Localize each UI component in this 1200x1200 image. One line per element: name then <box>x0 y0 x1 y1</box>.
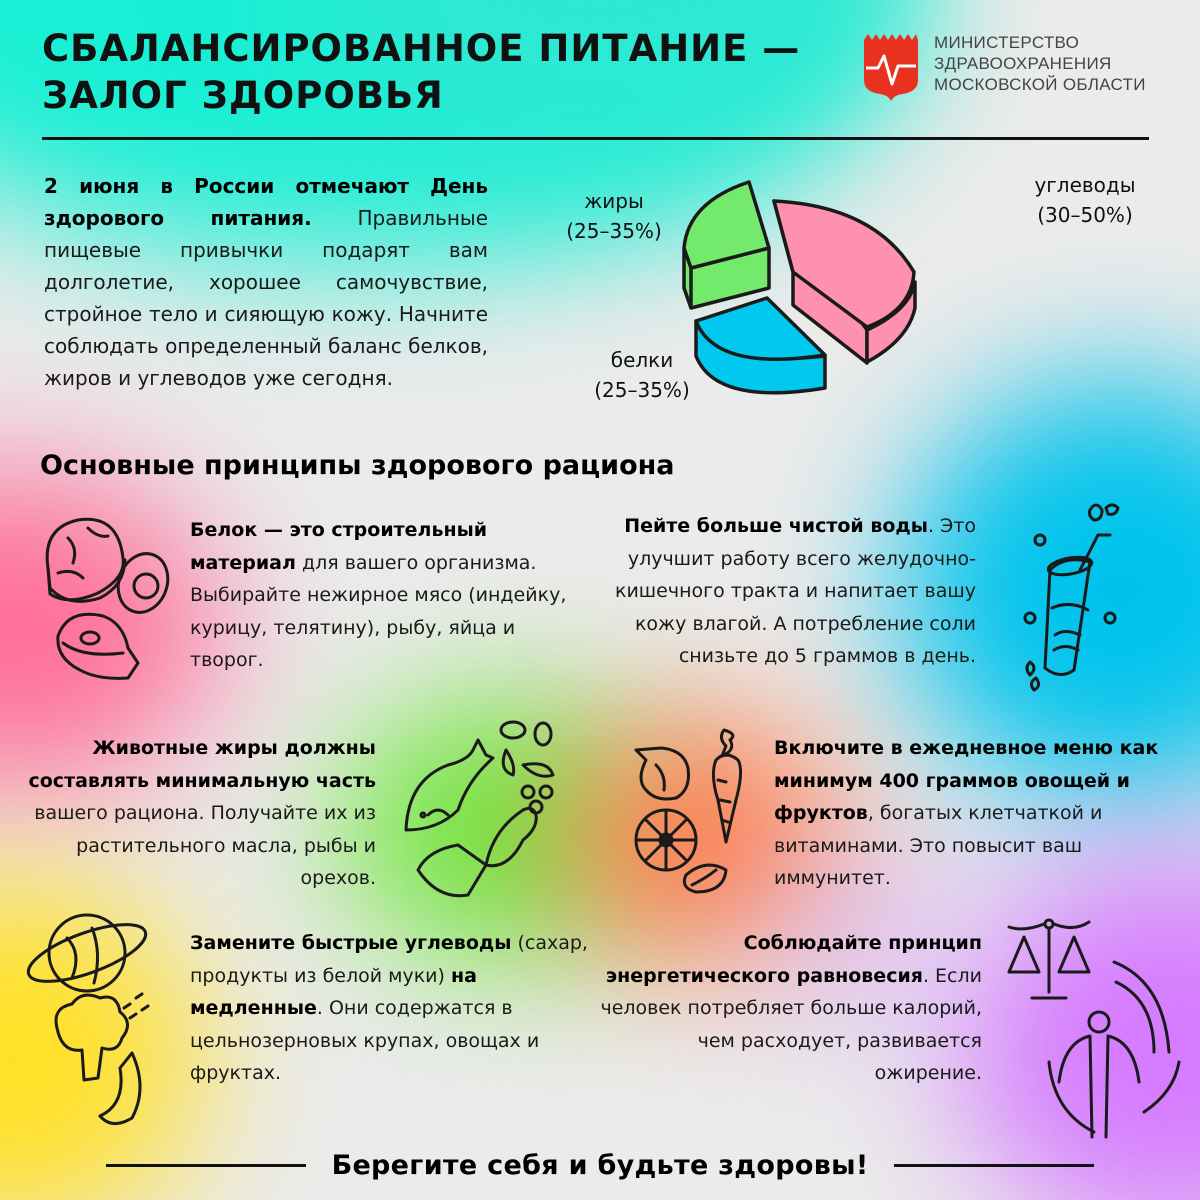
tip-carbs: Замените быстрые углеводы (сахар, продукты из белой муки) на медленные. Они содержатся в цельнозерновых крупах, овощах и фруктах. <box>190 932 588 1084</box>
tip-vegetables: Включите в ежедневное меню как минимум 400 граммов овощей и фруктов, богатых клетчаткой и витаминами. Это повысит ваш иммунитет. <box>774 737 1159 889</box>
bread-broccoli-banana-icon <box>22 908 172 1130</box>
fish-oil-nuts-icon <box>398 720 558 900</box>
title-line-1: СБАЛАНСИРОВАННОЕ ПИТАНИЕ — <box>42 27 801 70</box>
macronutrient-pie-chart <box>520 160 1200 430</box>
page-title <box>42 25 822 119</box>
tip-energy-balance: Соблюдайте принцип энергетического равновесия. Если человек потребляет больше калорий, чем расходует, развивается ожирение. <box>600 932 982 1084</box>
footer <box>0 1140 1200 1190</box>
scales-person-icon <box>1004 912 1184 1137</box>
footer-divider-right <box>894 1164 1094 1167</box>
ministry-logo <box>862 32 1146 102</box>
header-divider <box>42 137 1149 140</box>
footer-divider-left <box>106 1164 306 1167</box>
water-glass-straw-icon <box>1010 500 1120 705</box>
footer-slogan: Берегите себя и будьте здоровы! <box>331 1149 869 1181</box>
pie-label-proteins: белки (25–35%) <box>594 348 690 402</box>
tip-fats: Животные жиры должны составлять минимальную часть вашего рациона. Получайте их из растительного масла, рыбы и орехов. <box>28 737 376 889</box>
meat-fish-egg-icon <box>28 498 158 698</box>
title-line-2: ЗАЛОГ ЗДОРОВЬЯ <box>42 74 444 117</box>
logo-line-3: МОСКОВСКОЙ ОБЛАСТИ <box>934 75 1146 94</box>
vegetables-fruits-icon <box>626 720 762 898</box>
shield-heartbeat-icon <box>862 32 920 102</box>
pie-label-carbs: углеводы (30–50%) <box>1034 173 1136 227</box>
intro-paragraph <box>44 170 488 394</box>
intro-text: Правильные пищевые привычки подарят вам долголетие, хорошее самочувствие, стройное тело и сияющую кожу. Начните соблюдать определенный баланс белков, жиров и углеводов уже сегодня. <box>44 206 488 390</box>
logo-line-2: ЗДРАВООХРАНЕНИЯ <box>934 54 1112 73</box>
pie-label-fats: жиры (25–35%) <box>566 189 662 243</box>
intro-bold: 2 июня в России отмечают День здорового питания. <box>44 174 488 230</box>
logo-line-1: МИНИСТЕРСТВО <box>934 33 1080 52</box>
tip-water: Пейте больше чистой воды. Это улучшит работу всего желудочно-кишечного тракта и напитает вашу кожу влагой. А потребление соли снизьте до 5 граммов в день. <box>614 515 976 667</box>
section-title: Основные принципы здорового рациона <box>40 450 675 481</box>
tip-protein: Белок — это строительный материал для вашего организма. Выбирайте нежирное мясо (индейку, курицу, телятину), рыбу, яйца и творог. <box>190 519 567 671</box>
